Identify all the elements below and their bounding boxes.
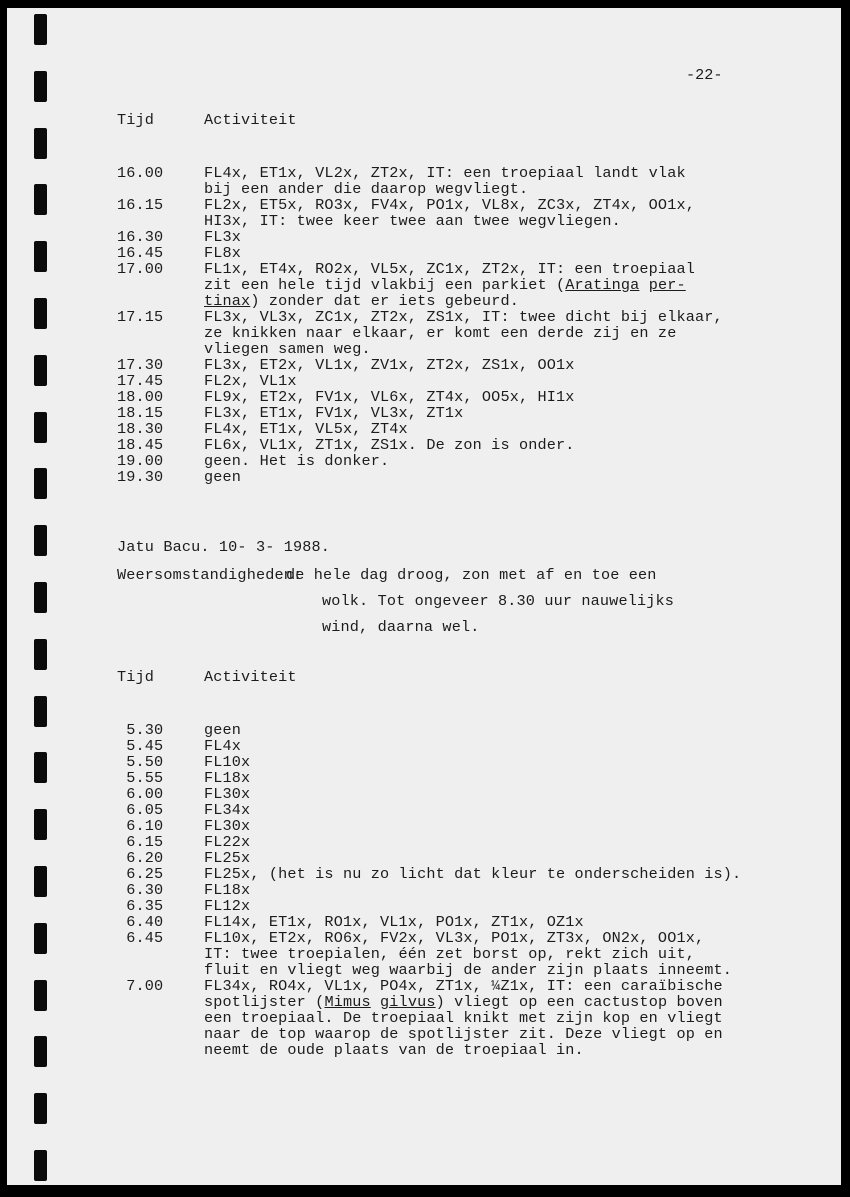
binder-hole	[34, 71, 47, 102]
time-cell: 16.30	[117, 228, 164, 246]
activity-line: FL18x	[204, 881, 251, 899]
weather-line-3: wind, daarna wel.	[322, 618, 480, 636]
location-date: Jatu Bacu. 10- 3- 1988.	[117, 538, 331, 556]
activity-line: FL6x, VL1x, ZT1x, ZS1x. De zon is onder.	[204, 436, 575, 454]
activity-line: FL18x	[204, 769, 251, 787]
time-cell: 6.40	[117, 913, 164, 931]
activity-line: FL1x, ET4x, RO2x, VL5x, ZC1x, ZT2x, IT: een troepiaal	[204, 260, 695, 278]
activity-line: FL3x, ET1x, FV1x, VL3x, ZT1x	[204, 404, 464, 422]
binder-hole	[34, 468, 47, 499]
time-cell: 6.10	[117, 817, 164, 835]
activity-line: FL2x, VL1x	[204, 372, 297, 390]
activity-line: FL30x	[204, 785, 251, 803]
activity-line: FL10x, ET2x, RO6x, FV2x, VL3x, PO1x, ZT3x, ON2x, OO1x,	[204, 929, 705, 947]
time-cell: 19.00	[117, 452, 164, 470]
activity-line: FL10x	[204, 753, 251, 771]
activity-line: bij een ander die daarop wegvliegt.	[204, 180, 529, 198]
scientific-name: tinax	[204, 292, 251, 310]
activity-line: FL34x	[204, 801, 251, 819]
binder-hole	[34, 923, 47, 954]
scientific-name: per-	[648, 276, 686, 294]
activity-line: IT: twee troepialen, één zet borst op, rekt zich uit,	[204, 945, 695, 963]
binder-hole	[34, 14, 47, 45]
activity-line: zit een hele tijd vlakbij een parkiet (Aratinga per-	[204, 276, 686, 294]
page-number: -22-	[686, 66, 723, 84]
time-cell: 17.00	[117, 260, 164, 278]
time-cell: 16.15	[117, 196, 164, 214]
binder-hole	[34, 866, 47, 897]
activity-line: een troepiaal. De troepiaal knikt met zijn kop en vliegt	[204, 1009, 723, 1027]
activity-line: fluit en vliegt weg waarbij de ander zijn plaats inneemt.	[204, 961, 733, 979]
document-page	[7, 8, 841, 1185]
column-header-activity: Activiteit	[204, 111, 297, 129]
activity-line: FL12x	[204, 897, 251, 915]
activity-line: HI3x, IT: twee keer twee aan twee wegvliegen.	[204, 212, 621, 230]
time-cell: 17.15	[117, 308, 164, 326]
time-cell: 19.30	[117, 468, 164, 486]
time-cell: 6.35	[117, 897, 164, 915]
time-cell: 5.45	[117, 737, 164, 755]
binder-hole	[34, 1036, 47, 1067]
activity-line: FL34x, RO4x, VL1x, PO4x, ZT1x, ¼Z1x, IT: een caraïbische	[204, 977, 723, 995]
binder-hole	[34, 1150, 47, 1181]
binder-hole	[34, 298, 47, 329]
time-cell: 18.15	[117, 404, 164, 422]
activity-line: ze knikken naar elkaar, er komt een derde zij en ze	[204, 324, 677, 342]
binder-hole	[34, 980, 47, 1011]
activity-line: FL30x	[204, 817, 251, 835]
time-cell: 18.00	[117, 388, 164, 406]
binder-hole	[34, 696, 47, 727]
scientific-name: Mimus	[324, 993, 371, 1011]
activity-line: FL3x, ET2x, VL1x, ZV1x, ZT2x, ZS1x, OO1x	[204, 356, 575, 374]
column-header-time: Tijd	[117, 111, 155, 129]
activity-line: FL25x	[204, 849, 251, 867]
time-cell: 17.45	[117, 372, 164, 390]
activity-line: geen	[204, 468, 242, 486]
binder-hole	[34, 184, 47, 215]
activity-line: FL2x, ET5x, RO3x, FV4x, PO1x, VL8x, ZC3x, ZT4x, OO1x,	[204, 196, 695, 214]
time-cell: 5.30	[117, 721, 164, 739]
activity-line: geen. Het is donker.	[204, 452, 390, 470]
time-cell: 6.05	[117, 801, 164, 819]
time-cell: 5.55	[117, 769, 164, 787]
binder-hole	[34, 809, 47, 840]
time-cell: 5.50	[117, 753, 164, 771]
scientific-name: gilvus	[380, 993, 436, 1011]
activity-line: FL9x, ET2x, FV1x, VL6x, ZT4x, OO5x, HI1x	[204, 388, 575, 406]
time-cell: 18.30	[117, 420, 164, 438]
activity-line: tinax) zonder dat er iets gebeurd.	[204, 292, 519, 310]
time-cell: 6.20	[117, 849, 164, 867]
time-cell: 6.15	[117, 833, 164, 851]
activity-line: naar de top waarop de spotlijster zit. Deze vliegt op en	[204, 1025, 723, 1043]
time-cell: 18.45	[117, 436, 164, 454]
time-cell: 6.30	[117, 881, 164, 899]
weather-label: Weersomstandigheden:	[117, 566, 303, 584]
binder-hole	[34, 1093, 47, 1124]
activity-line: FL14x, ET1x, RO1x, VL1x, PO1x, ZT1x, OZ1x	[204, 913, 584, 931]
time-cell: 16.45	[117, 244, 164, 262]
activity-line: FL8x	[204, 244, 242, 262]
time-cell: 6.25	[117, 865, 164, 883]
binder-hole	[34, 241, 47, 272]
time-cell: 6.00	[117, 785, 164, 803]
time-cell: 17.30	[117, 356, 164, 374]
activity-line: neemt de oude plaats van de troepiaal in.	[204, 1041, 584, 1059]
weather-line-1: de hele dag droog, zon met af en toe een	[286, 566, 657, 584]
binder-hole	[34, 525, 47, 556]
activity-line: FL4x, ET1x, VL2x, ZT2x, IT: een troepiaal landt vlak	[204, 164, 686, 182]
binder-hole	[34, 355, 47, 386]
binder-hole	[34, 128, 47, 159]
activity-line: FL4x, ET1x, VL5x, ZT4x	[204, 420, 408, 438]
activity-line: vliegen samen weg.	[204, 340, 371, 358]
column-header-time-2: Tijd	[117, 668, 155, 686]
activity-line: geen	[204, 721, 242, 739]
time-cell: 6.45	[117, 929, 164, 947]
activity-line: FL22x	[204, 833, 251, 851]
column-header-activity-2: Activiteit	[204, 668, 297, 686]
binder-hole	[34, 582, 47, 613]
binder-hole	[34, 412, 47, 443]
binder-hole	[34, 752, 47, 783]
time-cell: 16.00	[117, 164, 164, 182]
activity-line: spotlijster (Mimus gilvus) vliegt op een cactustop boven	[204, 993, 723, 1011]
binder-hole	[34, 639, 47, 670]
activity-line: FL3x, VL3x, ZC1x, ZT2x, ZS1x, IT: twee dicht bij elkaar,	[204, 308, 723, 326]
scientific-name: Aratinga	[565, 276, 640, 294]
activity-line: FL4x	[204, 737, 242, 755]
time-cell: 7.00	[117, 977, 164, 995]
activity-line: FL25x, (het is nu zo licht dat kleur te onderscheiden is).	[204, 865, 742, 883]
weather-line-2: wolk. Tot ongeveer 8.30 uur nauwelijks	[322, 592, 675, 610]
activity-line: FL3x	[204, 228, 242, 246]
